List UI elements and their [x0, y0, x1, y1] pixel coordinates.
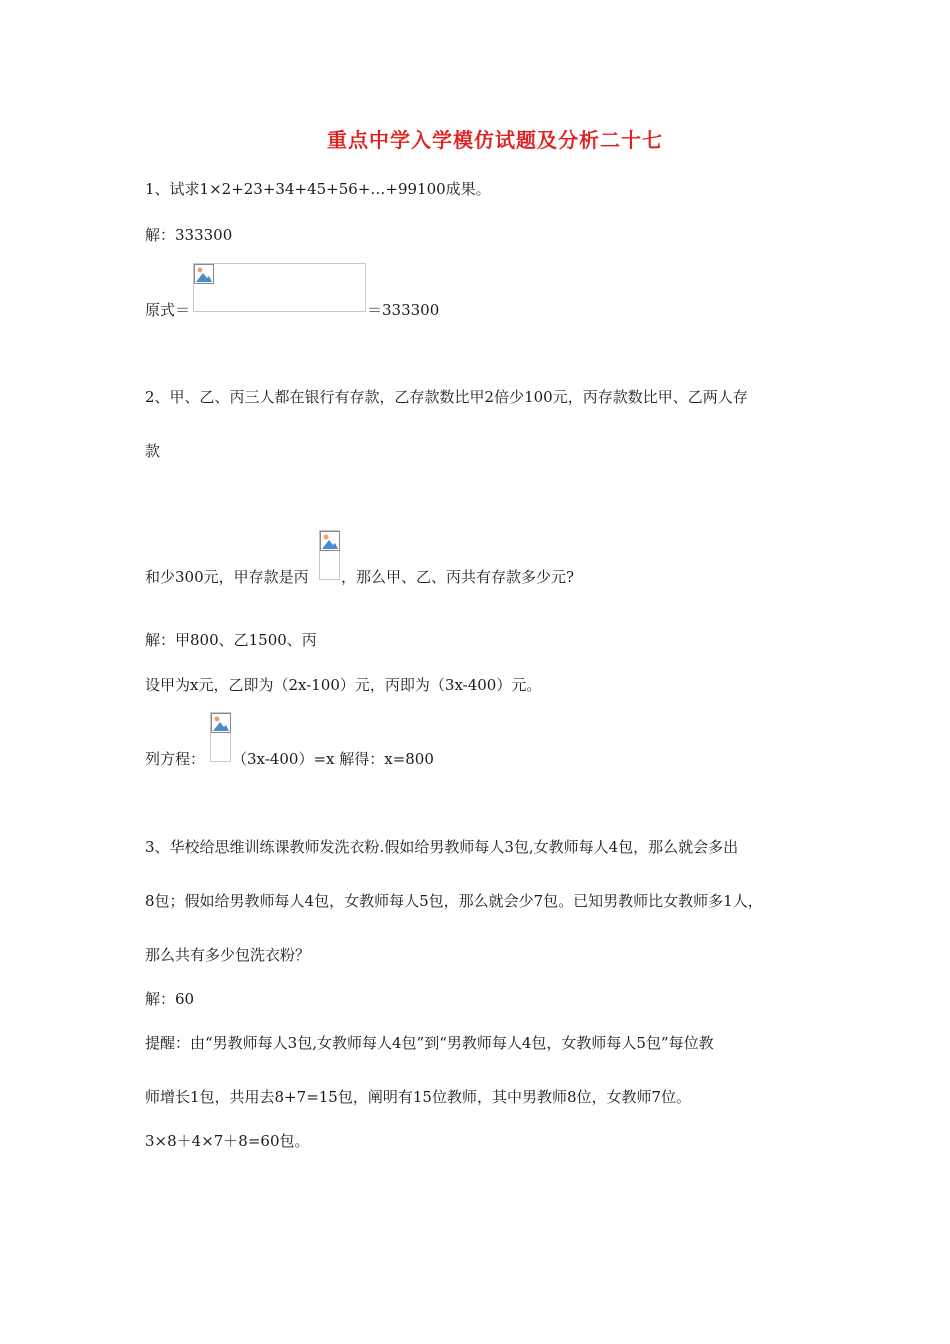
question-3-line-3: 那么共有多少包洗衣粉？ [145, 946, 311, 964]
broken-image-icon [320, 531, 340, 551]
question-2-line-3-prefix: 和少300元，甲存款是丙 [145, 568, 309, 586]
calc-3: 3×8＋4×7＋8=60包。 [145, 1132, 310, 1150]
question-2-line-2: 款 [145, 442, 161, 460]
document-title: 重点中学入学模仿试题及分析二十七 [327, 128, 663, 152]
hint-3-line-1: 提醒：由“男教师每人3包,女教师每人4包”到“男教师每人4包，女教师每人5包”每位教 [145, 1034, 714, 1052]
equation-image-placeholder [210, 712, 231, 762]
fraction-image-placeholder [319, 530, 340, 580]
question-3-line-2: 8包；假如给男教师每人4包，女教师每人5包，那么就会少7包。已知男教师比女教师多1人， [145, 892, 763, 910]
equation-2-suffix: （3x-400）=x 解得：x=800 [232, 750, 434, 768]
broken-image-icon [211, 713, 231, 733]
answer-2: 解：甲800、乙1500、丙 [145, 631, 317, 649]
formula-1-suffix: ＝333300 [367, 301, 440, 319]
setup-2: 设甲为x元，乙即为（2x-100）元，丙即为（3x-400）元。 [145, 676, 542, 694]
question-2-line-3-suffix: ，那么甲、乙、丙共有存款多少元? [341, 568, 575, 586]
question-2-line-1: 2、甲、乙、丙三人都在银行有存款，乙存款数比甲2倍少100元，丙存款数比甲、乙两人存 [145, 388, 748, 406]
formula-1-prefix: 原式＝ [145, 301, 191, 319]
broken-image-icon [194, 264, 214, 284]
equation-2-prefix: 列方程： [145, 750, 206, 768]
answer-3: 解：60 [145, 990, 195, 1008]
formula-image-placeholder [193, 263, 366, 312]
answer-1: 解：333300 [145, 226, 233, 244]
question-1: 1、试求1×2+23+34+45+56+…+99100成果。 [145, 180, 491, 198]
hint-3-line-2: 师增长1包，共用去8+7=15包，阐明有15位教师，其中男教师8位，女教师7位。 [145, 1088, 692, 1106]
question-3-line-1: 3、华校给思维训练课教师发洗衣粉.假如给男教师每人3包,女教师每人4包，那么就会多出 [145, 838, 739, 856]
